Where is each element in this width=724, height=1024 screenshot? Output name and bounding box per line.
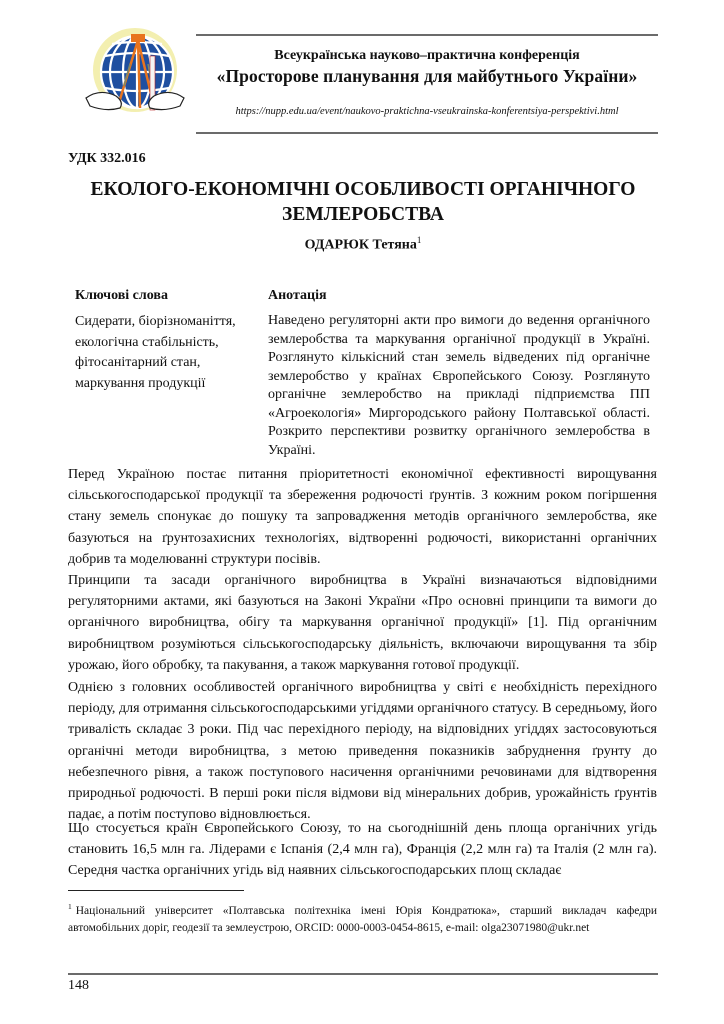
body-paragraph: Перед Україною постає питання пріоритетності економічної ефективності вирощування сільськогосподарської продукції та збереження родючості ґрунтів. З кожним роком погіршення стану земель спонукає до пошуку та запровадження методів органічного землеробства, яке базуються на ґрунтозахисних технологіях, відтворенні родючості, використанні органічних добрив та моделюванні структури посівів. <box>68 467 657 567</box>
author-name-text: ОДАРЮК Тетяна <box>304 237 417 253</box>
header-bottom-rule <box>196 132 658 134</box>
footnote-separator <box>68 890 244 891</box>
annotation-heading: Анотація <box>268 288 327 303</box>
conference-subtitle: Всеукраїнська науково–практична конференція <box>274 48 580 63</box>
footnote <box>68 898 657 938</box>
article-title: ЕКОЛОГО-ЕКОНОМІЧНІ ОСОБЛИВОСТІ ОРГАНІЧНОГО ЗЕМЛЕРОБСТВА <box>90 179 636 225</box>
body-paragraph: Однією з головних особливостей органічного виробництва у світі є необхідність перехідного періоду, для отримання сільськогосподарськими угіддями органічного статусу. В середньому, його тривалість складає 3 роки. Під час перехідного періоду, на відповідних угіддях застосовуються органічні методи виробництва, з метою приведення показників забруднення ґрунту до небезпечного рівня, а також поступового насичення органічними речовинами для відтворення природньої родючості. В перші роки після відмови від мінеральних добрив, урожайність ґрунтів падає, а потім поступово відновлюється. <box>68 680 657 823</box>
footer-rule <box>68 973 658 975</box>
header-top-rule <box>196 34 658 36</box>
udk-code: УДК 332.016 <box>68 151 146 166</box>
footnote-text: Національний університет «Полтавська політехніка імені Юрія Кондратюка», старший викладач кафедри автомобільних доріг, геодезії та землеустрою, ORCID: 0000-0003-0454-8615, e-mail: olga23071980@ukr.net <box>68 904 657 935</box>
conference-url-link[interactable]: https://nupp.edu.ua/event/naukovo-praktichna-vseukrainska-konferentsiya-perspektivi.html <box>235 106 619 117</box>
conference-title: «Просторове планування для майбутнього України» <box>216 66 638 86</box>
keywords-text: Сидерати, біорізноманіття, екологічна стабільність, фітосанітарний стан, маркування продукції <box>75 314 236 391</box>
body-paragraph: Принципи та засади органічного виробництва в Україні визначаються відповідними регуляторними актами, які базуються на Законі України «Про основні принципи та вимоги до органічного виробництва, обігу та маркування органічної продукції» [1]. Під органічним виробництвом розуміються сільськогосподарську діяльність, включаючи вирощування та збір урожаю, його обробку, та пакування, а також маркування готової продукції. <box>68 573 657 673</box>
conference-logo-icon <box>80 26 190 118</box>
author-name <box>68 235 658 254</box>
author-footnote-mark[interactable]: 1 <box>416 235 422 245</box>
page-number: 148 <box>68 978 89 993</box>
footnote-mark: 1 <box>68 902 72 911</box>
annotation-text: Наведено регуляторні акти про вимоги до ведення органічного землеробства та маркування органічної продукції в Україні. Розглянуто кількісний стан земель відведених під органічне землеробство у країнах Європейського Союзу. Розглянуто органічне землеробство на прикладі підприємства ПП «Агроекологія» Миргородського району Полтавської області. Розкрито перспективи розвитку органічного землеробства в Україні. <box>268 313 650 458</box>
keywords-heading: Ключові слова <box>75 288 168 303</box>
body-paragraph: Що стосується країн Європейського Союзу, то на сьогоднішній день площа органічних угідь становить 16,5 млн га. Лідерами є Іспанія (2,4 млн га), Франція (2,2 млн га) та Італія (2 млн га). Середня частка органічних угідь від наявних сільськогосподарських площ складає <box>68 821 657 879</box>
